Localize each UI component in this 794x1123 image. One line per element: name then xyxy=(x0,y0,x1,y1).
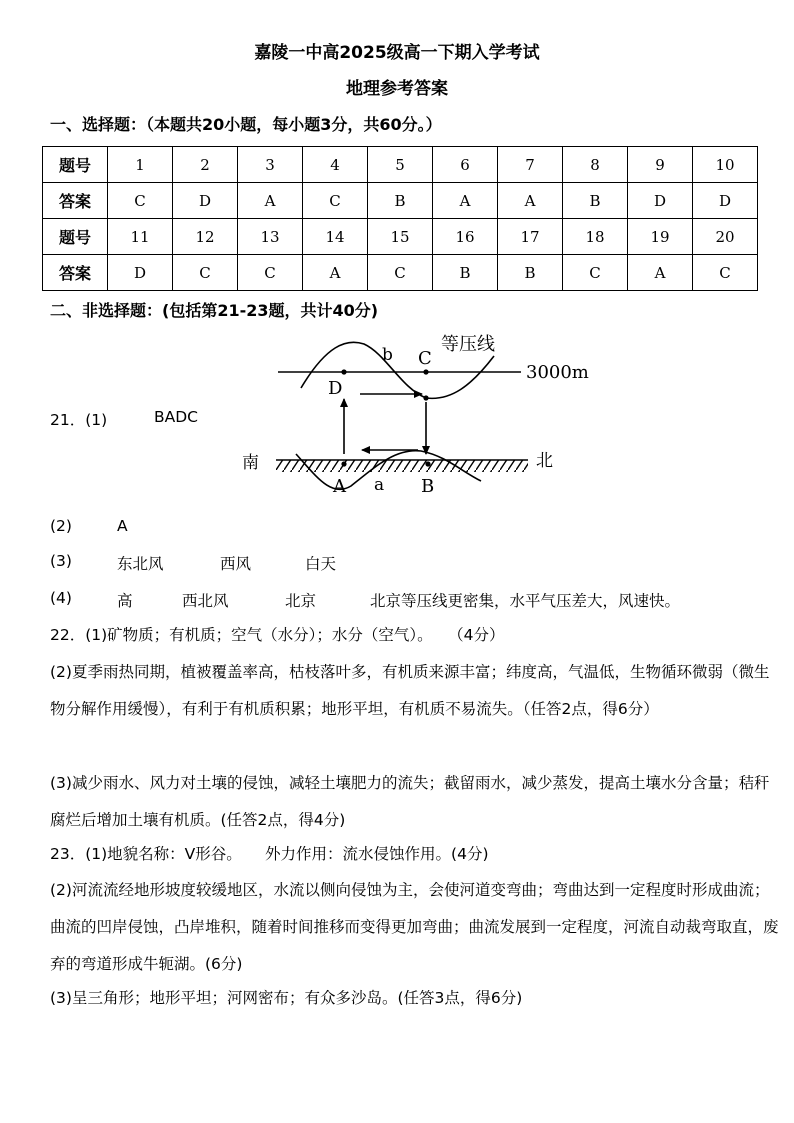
question-number: 18 xyxy=(563,219,628,255)
point-c-dot xyxy=(423,369,428,374)
answer-key-subtitle: 地理参考答案 xyxy=(346,79,448,99)
question-number: 20 xyxy=(693,219,758,255)
answer-cell: A xyxy=(433,183,498,219)
upper-curve-dot xyxy=(423,395,428,400)
q21-part3-b: 西风 xyxy=(220,555,252,573)
q21-number: 21．(1) xyxy=(50,411,108,429)
question-number: 1 xyxy=(108,147,173,183)
q23-part2: (2)河流流经地形坡度较缓地区，水流以侧向侵蚀为主，会使河道变弯曲；弯曲达到一定程度时形成曲流；曲流的凹岸侵蚀，凸岸堆积，随着时间推移而变得更加弯曲；曲流发展到一定程度，河流自动裁弯取直，废弃的弯道形成牛轭湖。(6分) xyxy=(50,881,779,973)
answer-cell: B xyxy=(433,255,498,291)
answer-cell: A xyxy=(303,255,368,291)
question-number: 19 xyxy=(628,219,693,255)
q21-part3-label: (3) xyxy=(50,552,72,570)
question-number: 14 xyxy=(303,219,368,255)
question-number: 6 xyxy=(433,147,498,183)
answer-cell: A xyxy=(498,183,563,219)
answer-cell: C xyxy=(563,255,628,291)
table-row xyxy=(43,255,758,291)
answer-cell: C xyxy=(303,183,368,219)
question-number: 3 xyxy=(238,147,303,183)
question-number: 2 xyxy=(173,147,238,183)
q21-part2-answer: A xyxy=(117,517,128,535)
label-north: 北 xyxy=(536,451,553,471)
label-c: C xyxy=(418,348,432,369)
answer-cell: C xyxy=(368,255,433,291)
q21-part3-a: 东北风 xyxy=(117,555,164,573)
q21-part4-c: 北京 xyxy=(285,592,317,610)
question-number: 13 xyxy=(238,219,303,255)
question-number: 11 xyxy=(108,219,173,255)
label-b: b xyxy=(382,345,393,365)
section-1-heading: 一、选择题：（本题共20小题，每小题3分，共60分。） xyxy=(50,115,442,134)
q21-part4-label: (4) xyxy=(50,589,72,607)
question-number: 10 xyxy=(693,147,758,183)
table-row xyxy=(43,147,758,183)
row-label-question: 题号 xyxy=(43,219,108,255)
answer-cell: B xyxy=(563,183,628,219)
exam-title: 嘉陵一中高2025级高一下期入学考试 xyxy=(254,43,540,63)
answer-cell: A xyxy=(238,183,303,219)
answer-table xyxy=(42,146,758,291)
answer-cell: B xyxy=(498,255,563,291)
table-row xyxy=(43,183,758,219)
section-2-heading: 二、非选择题：(包括第21-23题，共计40分) xyxy=(50,301,379,320)
question-number: 4 xyxy=(303,147,368,183)
answer-cell: D xyxy=(628,183,693,219)
table-row xyxy=(43,219,758,255)
q21-part4-b: 西北风 xyxy=(182,592,229,610)
answer-cell: C xyxy=(173,255,238,291)
q21-answer-1: BADC xyxy=(154,408,198,426)
label-d: D xyxy=(328,378,343,399)
answer-cell: B xyxy=(368,183,433,219)
q22-part2: (2)夏季雨热同期，植被覆盖率高，枯枝落叶多，有机质来源丰富；纬度高，气温低，生物循环微弱（微生物分解作用缓慢），有利于有机质积累；地形平坦，有机质不易流失。（任答2点，得6分） xyxy=(50,663,770,718)
q21-part4-a: 高 xyxy=(117,592,133,610)
q23-part1: 23．(1)地貌名称：V形谷。 外力作用：流水侵蚀作用。(4分) xyxy=(50,845,489,863)
label-b-point: B xyxy=(421,476,435,497)
row-label-answer: 答案 xyxy=(43,183,108,219)
point-a-dot xyxy=(341,461,346,466)
question-number: 9 xyxy=(628,147,693,183)
height-label: 3000m xyxy=(526,362,589,383)
answer-cell: A xyxy=(628,255,693,291)
answer-cell: C xyxy=(693,255,758,291)
answer-cell: D xyxy=(173,183,238,219)
question-number: 16 xyxy=(433,219,498,255)
thermal-circulation-diagram xyxy=(236,326,589,498)
row-label-answer: 答案 xyxy=(43,255,108,291)
answer-cell: D xyxy=(693,183,758,219)
q21-part4-d: 北京等压线更密集，水平气压差大，风速快。 xyxy=(370,592,681,610)
label-south: 南 xyxy=(242,453,259,473)
answer-cell: C xyxy=(238,255,303,291)
point-d-dot xyxy=(341,369,346,374)
question-number: 12 xyxy=(173,219,238,255)
answer-cell: C xyxy=(108,183,173,219)
q21-part3-c: 白天 xyxy=(305,555,337,573)
q21-part2-label: (2) xyxy=(50,517,72,535)
question-number: 5 xyxy=(368,147,433,183)
isobar-label: 等压线 xyxy=(441,334,495,355)
question-number: 8 xyxy=(563,147,628,183)
ground-hatch xyxy=(276,460,528,472)
label-a-lower: a xyxy=(374,475,385,495)
q22-part3: (3)减少雨水、风力对土壤的侵蚀，减轻土壤肥力的流失；截留雨水，减少蒸发，提高土壤水分含量；秸秆腐烂后增加土壤有机质。(任答2点，得4分) xyxy=(50,774,770,829)
q22-part1: 22．(1)矿物质；有机质；空气（水分）；水分（空气）。 （4分） xyxy=(50,626,505,644)
point-b-dot xyxy=(425,461,430,466)
question-number: 17 xyxy=(498,219,563,255)
q23-part3: (3)呈三角形；地形平坦；河网密布；有众多沙岛。(任答3点，得6分) xyxy=(50,989,523,1007)
label-a-point: A xyxy=(333,476,346,497)
question-number: 7 xyxy=(498,147,563,183)
row-label-question: 题号 xyxy=(43,147,108,183)
answer-cell: D xyxy=(108,255,173,291)
question-number: 15 xyxy=(368,219,433,255)
